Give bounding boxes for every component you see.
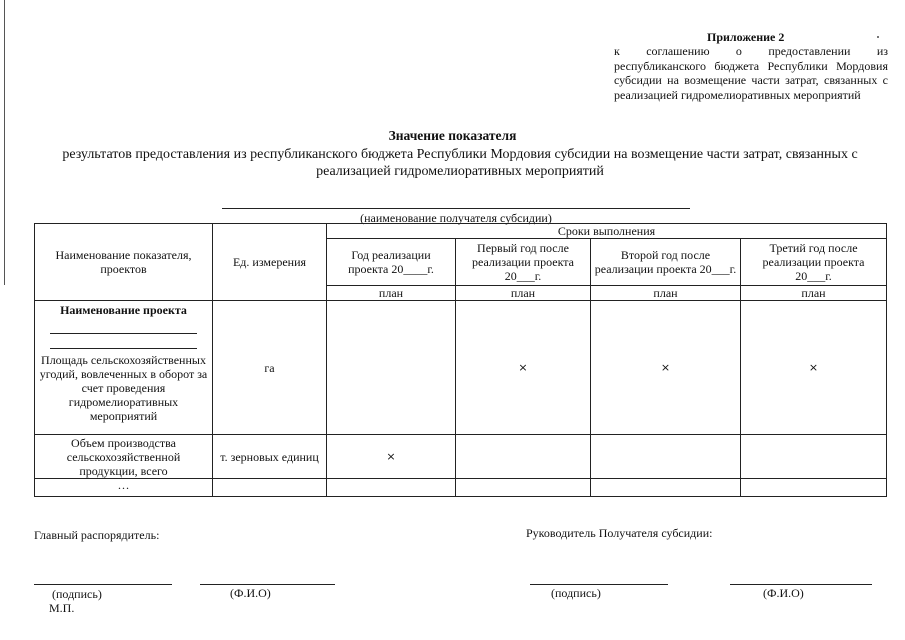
plan-label: план [327, 286, 456, 301]
value-cell [591, 435, 741, 479]
table-row [35, 435, 887, 479]
value-cell [327, 301, 456, 435]
header-period-3: Третий год после реализации проекта 20___г. [741, 239, 887, 286]
value-cell [456, 435, 591, 479]
value-cell [456, 479, 591, 497]
table-header-row [35, 224, 887, 239]
right-signatory-title: Руководитель Получателя субсидии: [526, 526, 713, 540]
project-name-label: Наименование проекта [60, 303, 187, 317]
header-period-0: Год реализации проекта 20____г. [327, 239, 456, 286]
right-name-caption: (Ф.И.О) [763, 586, 804, 600]
left-signature-line [34, 584, 172, 585]
value-cell [213, 479, 327, 497]
header-deadlines: Сроки выполнения [327, 224, 887, 239]
header-unit: Ед. измерения [213, 224, 327, 301]
value-cell [741, 435, 887, 479]
value-cell [741, 479, 887, 497]
appendix-text: к соглашению о предоставлении из республиканского бюджета Республики Мордовия субсидии на возмещение части затрат, связанных с реализацией гидромелиоративных мероприятий [614, 44, 888, 102]
value-cell-crossed [327, 435, 456, 479]
scan-dot [877, 36, 879, 38]
project-name-blank-line [50, 333, 197, 334]
value-cell-crossed [591, 301, 741, 435]
header-period-1: Первый год после реализации проекта 20___г. [456, 239, 591, 286]
cross-icon: × [660, 361, 671, 374]
right-signature-caption: (подпись) [551, 586, 601, 600]
document-title: Значение показателя [388, 128, 517, 143]
left-name-line [200, 584, 335, 585]
table-row [35, 479, 887, 497]
value-cell [327, 479, 456, 497]
value-cell-crossed [456, 301, 591, 435]
left-name-caption: (Ф.И.О) [230, 586, 271, 600]
cross-icon: × [386, 450, 396, 463]
value-cell-crossed [741, 301, 887, 435]
plan-label: план [456, 286, 591, 301]
indicator-name: Объем производства сельскохозяйственной продукции, всего [35, 435, 213, 479]
recipient-name-line [222, 208, 690, 209]
recipient-caption: (наименование получателя субсидии) [360, 211, 552, 225]
plan-label: план [591, 286, 741, 301]
plan-label: план [741, 286, 887, 301]
header-indicator: Наименование показателя, проектов [35, 224, 213, 301]
row-unit: га [213, 301, 327, 435]
appendix-title: Приложение 2 [707, 30, 785, 44]
value-cell [591, 479, 741, 497]
cross-icon: × [808, 361, 819, 374]
right-name-line [730, 584, 872, 585]
cross-icon: × [518, 361, 528, 374]
indicator-table [34, 223, 887, 497]
document-subtitle: результатов предоставления из республиканского бюджета Республики Мордовия субсидии на возмещение части затрат, связанных с реализацией гидромелиоративных мероприятий [62, 147, 858, 179]
right-signature-line [530, 584, 668, 585]
table-row [35, 301, 887, 435]
left-signature-caption: (подпись) [52, 587, 102, 601]
indicator-name: Площадь сельскохозяйственных угодий, вовлеченных в оборот за счет проведения гидромелиоративных мероприятий [39, 353, 208, 423]
stamp-label: М.П. [49, 601, 75, 615]
row-name-cell [35, 301, 213, 435]
header-period-2: Второй год после реализации проекта 20___г. [591, 239, 741, 286]
row-unit: т. зерновых единиц [213, 435, 327, 479]
left-signatory-title: Главный распорядитель: [34, 528, 160, 542]
project-name-blank-line [50, 348, 197, 349]
ellipsis-cell: … [35, 479, 213, 497]
